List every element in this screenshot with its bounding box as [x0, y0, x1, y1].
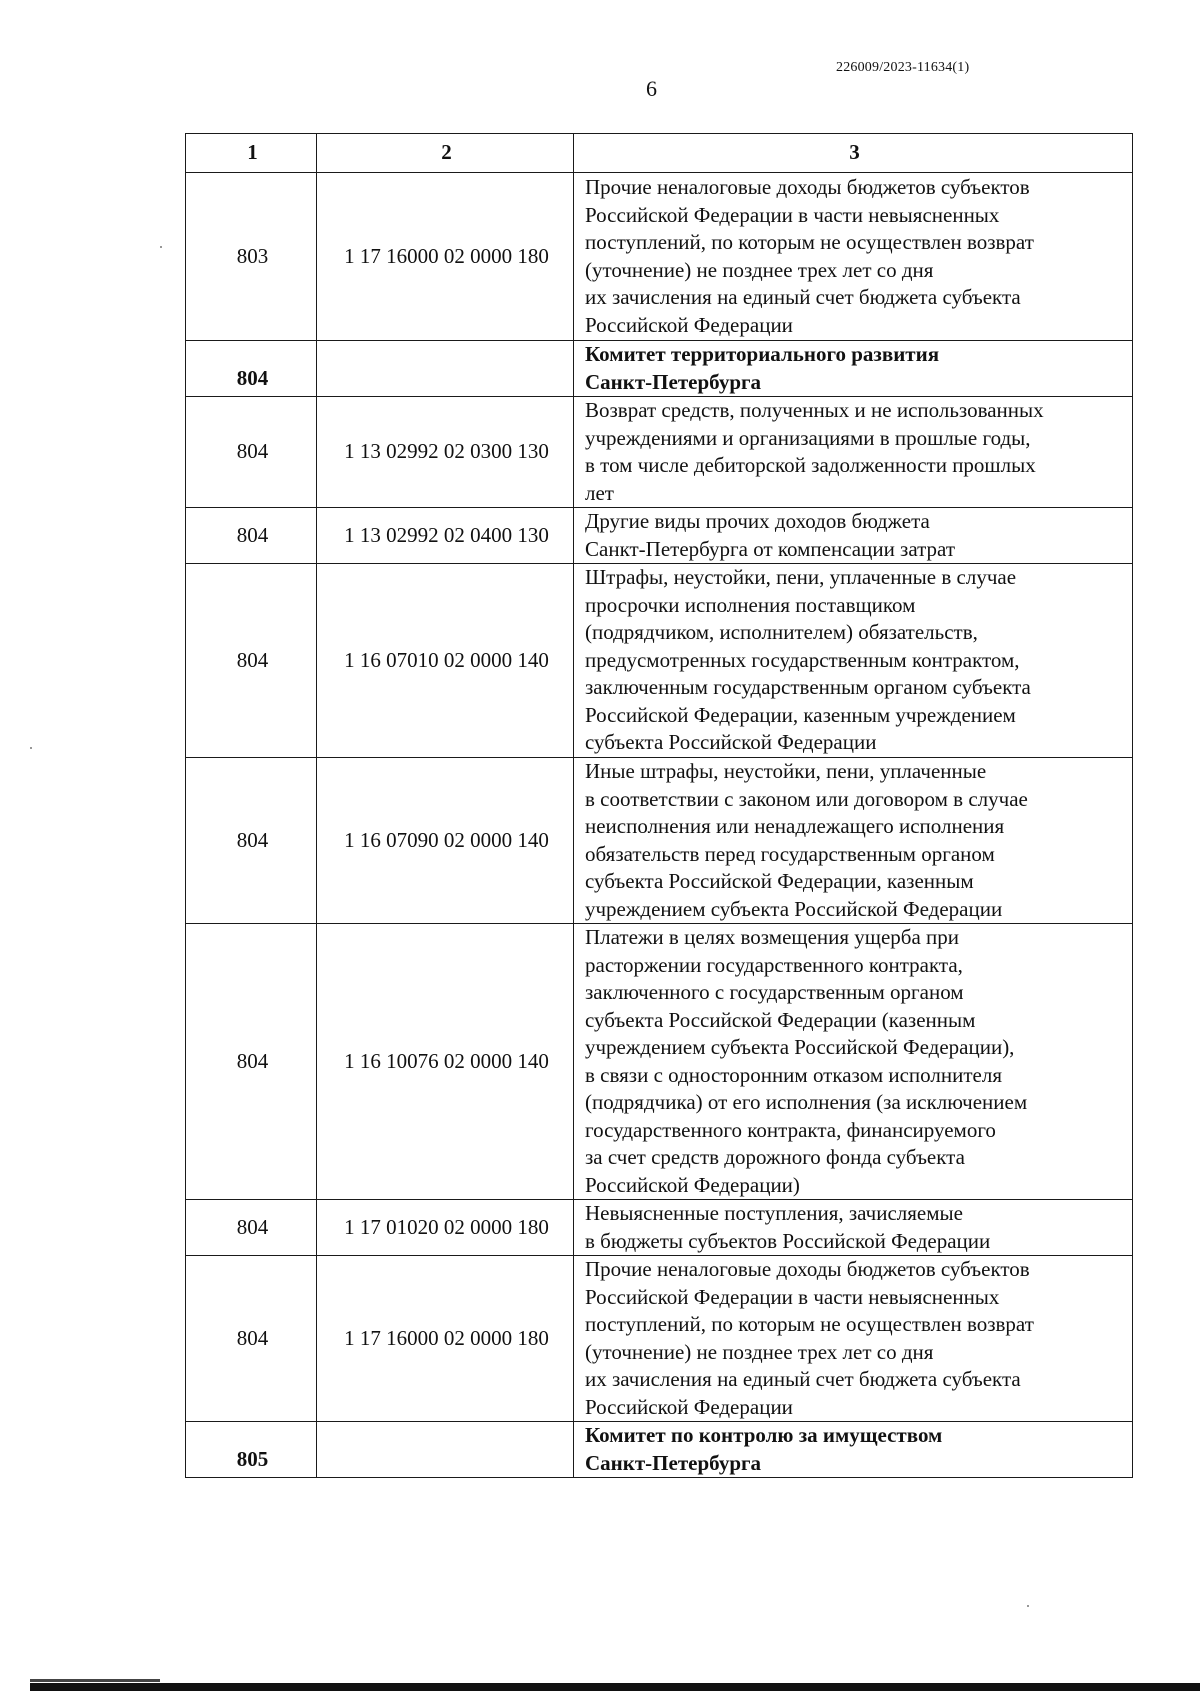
- row-revenue-name: Иные штрафы, неустойки, пени, уплаченные в соответствии с законом или договором в случае неисполнения или ненадлежащего исполнения обязательств перед государственным органом субъекта Российской Федерации, казенным учреждением субъекта Российской Федерации: [574, 758, 1133, 924]
- column-header-1: 1: [186, 134, 317, 173]
- row-department-code: 803: [186, 173, 317, 341]
- row-budget-classification-code: 1 17 16000 02 0000 180: [317, 1256, 574, 1422]
- row-revenue-name: Возврат средств, полученных и не использованных учреждениями и организациями в прошлые годы, в том числе дебиторской задолженности прошлых лет: [574, 397, 1133, 508]
- row-department-code: 804: [186, 397, 317, 508]
- row-revenue-name: Штрафы, неустойки, пени, уплаченные в случае просрочки исполнения поставщиком (подрядчиком, исполнителем) обязательств, предусмотренных государственным контрактом, заключенным государственным органом субъекта Российской Федерации, казенным учреждением субъекта Российской Федерации: [574, 564, 1133, 758]
- row-revenue-name: Невыясненные поступления, зачисляемые в бюджеты субъектов Российской Федерации: [574, 1200, 1133, 1256]
- row-revenue-name: Комитет территориального развития Санкт-Петербурга: [574, 341, 1133, 397]
- row-revenue-name: Прочие неналоговые доходы бюджетов субъектов Российской Федерации в части невыясненных поступлений, по которым не осуществлен возврат (уточнение) не позднее трех лет со дня их зачисления на единый счет бюджета субъекта Российской Федерации: [574, 173, 1133, 341]
- budget-revenue-codes-table: [185, 133, 1133, 1478]
- row-revenue-name: Другие виды прочих доходов бюджета Санкт-Петербурга от компенсации затрат: [574, 508, 1133, 564]
- row-revenue-name: Комитет по контролю за имуществом Санкт-Петербурга: [574, 1422, 1133, 1478]
- table-header-row: [186, 134, 1133, 173]
- row-department-code: 804: [186, 924, 317, 1200]
- row-revenue-name: Платежи в целях возмещения ущерба при расторжении государственного контракта, заключенного с государственным органом субъекта Российской Федерации (казенным учреждением субъекта Российской Федерации), в связи с односторонним отказом исполнителя (подрядчика) от его исполнения (за исключением государственного контракта, финансируемого за счет средств дорожного фонда субъекта Российской Федерации): [574, 924, 1133, 1200]
- row-budget-classification-code: 1 17 01020 02 0000 180: [317, 1200, 574, 1256]
- table-row: [186, 924, 1133, 1200]
- table-row: [186, 173, 1133, 341]
- row-revenue-name: Прочие неналоговые доходы бюджетов субъектов Российской Федерации в части невыясненных поступлений, по которым не осуществлен возврат (уточнение) не позднее трех лет со дня их зачисления на единый счет бюджета субъекта Российской Федерации: [574, 1256, 1133, 1422]
- row-department-code: 804: [186, 564, 317, 758]
- row-budget-classification-code: 1 16 07010 02 0000 140: [317, 564, 574, 758]
- table-row: [186, 1256, 1133, 1422]
- scan-speck: [160, 246, 162, 248]
- table-body: [186, 173, 1133, 1478]
- table-row: [186, 564, 1133, 758]
- row-department-code: 804: [186, 341, 317, 397]
- row-budget-classification-code: 1 16 10076 02 0000 140: [317, 924, 574, 1200]
- table-row: [186, 758, 1133, 924]
- scan-edge-shadow: [30, 1679, 160, 1682]
- row-budget-classification-code: [317, 1422, 574, 1478]
- row-department-code: 804: [186, 1256, 317, 1422]
- row-budget-classification-code: 1 16 07090 02 0000 140: [317, 758, 574, 924]
- row-department-code: 804: [186, 1200, 317, 1256]
- table-row: [186, 508, 1133, 564]
- table-row: [186, 1422, 1133, 1478]
- scan-speck: [1027, 1605, 1029, 1607]
- column-header-3: 3: [574, 134, 1133, 173]
- row-department-code: 805: [186, 1422, 317, 1478]
- table-row: [186, 1200, 1133, 1256]
- column-header-2: 2: [317, 134, 574, 173]
- row-budget-classification-code: [317, 341, 574, 397]
- document-registration-number: 226009/2023-11634(1): [836, 60, 970, 75]
- page-number: 6: [646, 76, 657, 101]
- row-budget-classification-code: 1 13 02992 02 0400 130: [317, 508, 574, 564]
- scan-speck: [30, 747, 32, 749]
- table-header: [186, 134, 1133, 173]
- table-row: [186, 397, 1133, 508]
- row-budget-classification-code: 1 13 02992 02 0300 130: [317, 397, 574, 508]
- row-department-code: 804: [186, 508, 317, 564]
- row-department-code: 804: [186, 758, 317, 924]
- table-row: [186, 341, 1133, 397]
- scan-edge-band: [30, 1683, 1200, 1691]
- row-budget-classification-code: 1 17 16000 02 0000 180: [317, 173, 574, 341]
